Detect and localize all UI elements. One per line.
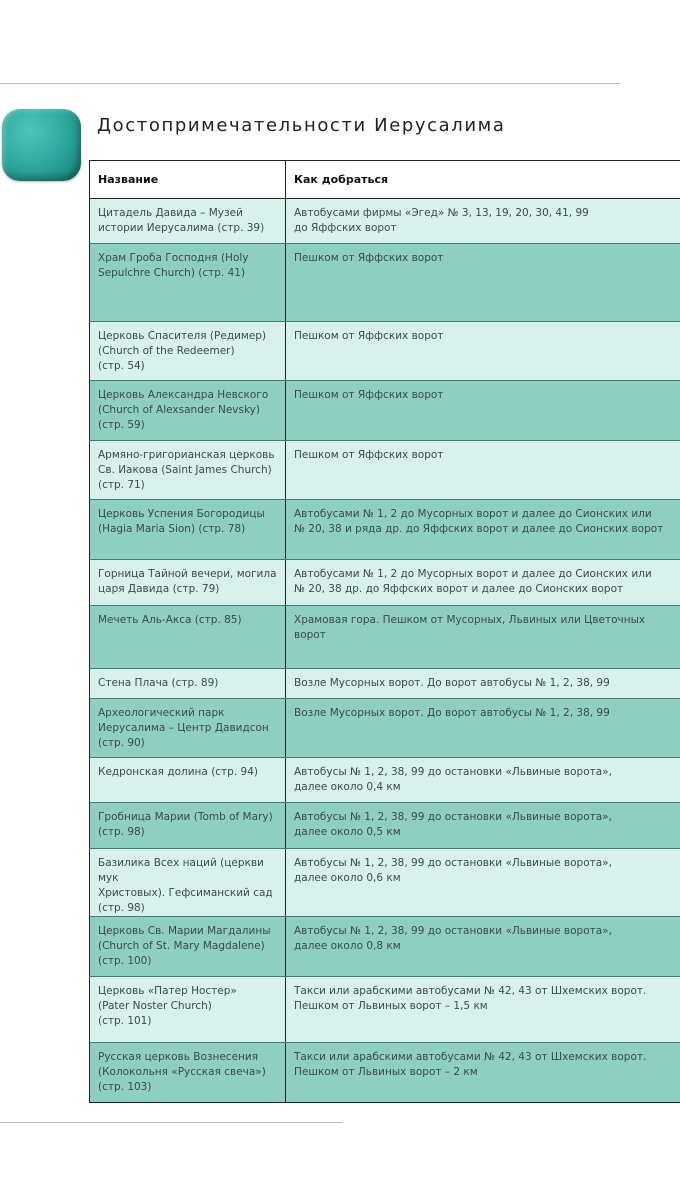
table-row — [90, 977, 680, 1043]
sight-route-cell — [286, 917, 680, 977]
sight-route-line: Автобусы № 1, 2, 38, 99 до остановки «Львиные ворота», — [294, 811, 612, 823]
sight-name-line: Церковь Спасителя (Редимер) — [98, 330, 267, 342]
table-row — [90, 758, 680, 803]
sight-route-line: далее около 0,4 км — [294, 781, 401, 793]
sight-name-line: Археологический парк — [98, 707, 225, 719]
sight-route-line: Автобусы № 1, 2, 38, 99 до остановки «Львиные ворота», — [294, 925, 612, 937]
sight-route-line: Пешком от Львиных ворот – 2 км — [294, 1066, 478, 1078]
sight-name-line: (Hagia Maria Sion) (стр. 78) — [98, 523, 246, 535]
table-row — [90, 244, 680, 322]
sight-name-cell — [90, 758, 286, 803]
sight-name-line: Иерусалима – Центр Давидсон — [98, 722, 269, 734]
sight-route-line: Храмовая гора. Пешком от Мусорных, Львиных или Цветочных ворот — [294, 614, 646, 641]
sight-name-line: Горница Тайной вечери, могила — [98, 568, 277, 580]
sight-route-line: далее около 0,5 км — [294, 826, 401, 838]
sight-name-line: Русская церковь Вознесения — [98, 1051, 259, 1063]
table-row — [90, 381, 680, 441]
sight-route-line: Такси или арабскими автобусами № 42, 43 от Шхемских ворот. — [294, 1051, 647, 1063]
sight-route-cell — [286, 699, 680, 758]
sight-route-cell — [286, 500, 680, 560]
sight-route-cell — [286, 977, 680, 1043]
sight-route-cell — [286, 560, 680, 606]
table-row — [90, 322, 680, 381]
sight-name-line: (стр. 54) — [98, 360, 145, 372]
sight-name-cell — [90, 669, 286, 699]
sight-name-cell — [90, 381, 286, 441]
sight-name-line: Церковь Успения Богородицы — [98, 508, 265, 520]
sight-name-line: Стена Плача (стр. 89) — [98, 677, 219, 689]
sight-route-cell — [286, 199, 680, 244]
sight-route-line: Автобусами фирмы «Эгед» № 3, 13, 19, 20, 30, 41, 99 — [294, 207, 589, 219]
sight-name-line: истории Иерусалима (стр. 39) — [98, 222, 265, 234]
table-row — [90, 917, 680, 977]
sight-route-line: Пешком от Яффских ворот — [294, 389, 444, 401]
sight-name-cell — [90, 606, 286, 669]
sight-route-line: далее около 0,6 км — [294, 872, 401, 884]
sight-name-line: Армяно-григорианская церковь — [98, 449, 275, 461]
sight-route-cell — [286, 322, 680, 381]
sight-name-cell — [90, 244, 286, 322]
sight-name-line: (стр. 100) — [98, 955, 152, 967]
table-row — [90, 199, 680, 244]
sight-name-cell — [90, 1043, 286, 1103]
table-row — [90, 803, 680, 849]
sight-route-cell — [286, 244, 680, 322]
header-name: Название — [90, 161, 286, 199]
sight-name-line: (стр. 101) — [98, 1015, 152, 1027]
sight-name-cell — [90, 322, 286, 381]
sight-route-line: далее около 0,8 км — [294, 940, 401, 952]
table-row — [90, 669, 680, 699]
top-divider — [0, 83, 620, 84]
sight-route-line: Возле Мусорных ворот. До ворот автобусы № 1, 2, 38, 99 — [294, 707, 610, 719]
sight-name-line: Церковь Св. Марии Магдалины — [98, 925, 271, 937]
sight-name-line: (Church of St. Mary Magdalene) — [98, 940, 265, 952]
sight-route-line: Автобусами № 1, 2 до Мусорных ворот и далее до Сионских или — [294, 568, 652, 580]
sight-route-line: Пешком от Яффских ворот — [294, 449, 444, 461]
sight-name-line: (Pater Noster Church) — [98, 1000, 212, 1012]
sight-name-line: (Колокольня «Русская свеча») — [98, 1066, 266, 1078]
sight-name-line: (Church of Alexsander Nevsky) — [98, 404, 260, 416]
table-header-row — [90, 161, 680, 199]
sight-name-cell — [90, 849, 286, 917]
sight-route-cell — [286, 1043, 680, 1103]
sight-name-line: Св. Иакова (Saint James Church) — [98, 464, 272, 476]
sight-name-line: Кедронская долина (стр. 94) — [98, 766, 258, 778]
sight-name-line: Церковь «Патер Ностер» — [98, 985, 237, 997]
sight-route-cell — [286, 606, 680, 669]
sight-route-line: Автобусы № 1, 2, 38, 99 до остановки «Львиные ворота», — [294, 857, 612, 869]
sight-name-cell — [90, 699, 286, 758]
sight-name-line: (стр. 98) — [98, 902, 145, 914]
table-row — [90, 606, 680, 669]
section-badge-icon — [2, 109, 81, 181]
sight-route-cell — [286, 803, 680, 849]
sight-name-line: (Church of the Redeemer) — [98, 345, 235, 357]
sight-name-line: Цитадель Давида – Музей — [98, 207, 243, 219]
header-route: Как добраться — [286, 161, 680, 199]
sight-name-line: Храм Гроба Господня (Holy — [98, 252, 249, 264]
sight-route-line: № 20, 38 и ряда др. до Яффских ворот и далее до Сионских ворот — [294, 523, 664, 535]
table-row — [90, 849, 680, 917]
sight-route-line: Пешком от Яффских ворот — [294, 252, 444, 264]
sight-name-line: (стр. 71) — [98, 479, 145, 491]
table-row — [90, 441, 680, 500]
sight-route-cell — [286, 849, 680, 917]
sight-route-line: Пешком от Львиных ворот – 1,5 км — [294, 1000, 488, 1012]
sight-name-cell — [90, 917, 286, 977]
table-row — [90, 500, 680, 560]
sight-route-cell — [286, 669, 680, 699]
sight-name-cell — [90, 199, 286, 244]
sight-route-line: Автобусы № 1, 2, 38, 99 до остановки «Львиные ворота», — [294, 766, 612, 778]
sight-name-line: (стр. 98) — [98, 826, 145, 838]
table-row — [90, 699, 680, 758]
sight-name-line: Церковь Александра Невского — [98, 389, 269, 401]
sight-name-line: Гробница Марии (Tomb of Mary) — [98, 811, 273, 823]
sight-name-line: Христовых). Гефсиманский сад — [98, 887, 273, 899]
sight-name-line: (стр. 103) — [98, 1081, 152, 1093]
page-title: Достопримечательности Иерусалима — [97, 115, 506, 136]
sight-name-line: (стр. 90) — [98, 737, 145, 749]
sight-name-cell — [90, 441, 286, 500]
sight-name-line: (стр. 59) — [98, 419, 145, 431]
sight-route-line: до Яффских ворот — [294, 222, 397, 234]
sight-route-line: Автобусами № 1, 2 до Мусорных ворот и далее до Сионских или — [294, 508, 652, 520]
sight-name-line: Базилика Всех наций (церкви мук — [98, 857, 264, 884]
table-row — [90, 1043, 680, 1103]
sight-route-line: Пешком от Яффских ворот — [294, 330, 444, 342]
sight-name-line: царя Давида (стр. 79) — [98, 583, 220, 595]
sight-name-cell — [90, 803, 286, 849]
sight-route-cell — [286, 441, 680, 500]
sight-name-cell — [90, 500, 286, 560]
sight-route-cell — [286, 758, 680, 803]
sight-name-line: Sepulchre Church) (стр. 41) — [98, 267, 246, 279]
sight-route-line: № 20, 38 др. до Яффских ворот и далее до Сионских ворот — [294, 583, 624, 595]
sight-route-cell — [286, 381, 680, 441]
sight-name-cell — [90, 977, 286, 1043]
sight-route-line: Возле Мусорных ворот. До ворот автобусы № 1, 2, 38, 99 — [294, 677, 610, 689]
sight-name-line: Мечеть Аль-Акса (стр. 85) — [98, 614, 242, 626]
table-row — [90, 560, 680, 606]
bottom-divider — [0, 1122, 342, 1123]
sights-table — [89, 160, 680, 1103]
sight-name-cell — [90, 560, 286, 606]
sight-route-line: Такси или арабскими автобусами № 42, 43 от Шхемских ворот. — [294, 985, 647, 997]
